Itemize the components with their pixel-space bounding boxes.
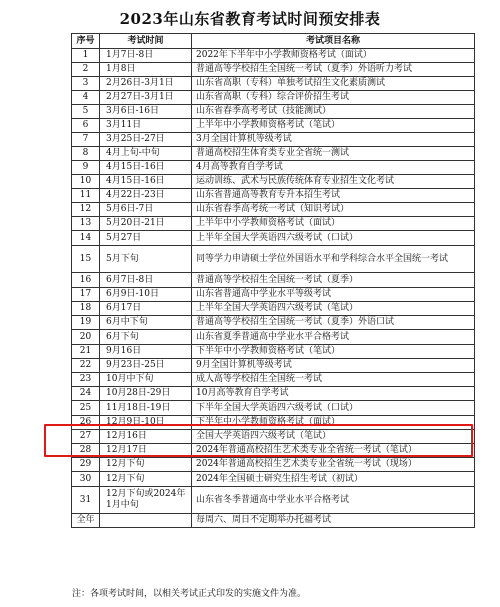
cell-name: 山东省高职（专科）综合评价招生考试: [192, 91, 475, 105]
cell-time: 12月17日: [100, 444, 192, 458]
cell-seq: 5: [72, 105, 100, 119]
cell-name: 2024年全国硕士研究生招生考试（初试）: [192, 472, 475, 487]
cell-time: 1月7日-8日: [100, 49, 192, 63]
cell-time: 4月22日-23日: [100, 189, 192, 203]
cell-time: 12月16日: [100, 430, 192, 444]
table-row: [72, 302, 475, 316]
table-row: [72, 246, 475, 273]
table-row: [72, 49, 475, 63]
cell-name: 2024年普通高校招生艺术类专业全省统一考试（笔试）: [192, 444, 475, 458]
cell-seq: 11: [72, 189, 100, 203]
cell-name: 运动训练、武术与民族传统体育专业招生文化考试: [192, 175, 475, 189]
cell-time: 5月20日-21日: [100, 217, 192, 231]
table-row: [72, 373, 475, 387]
table-row: [72, 387, 475, 401]
cell-name: 上半年全国大学英语四六级考试（笔试）: [192, 302, 475, 316]
header-time: 考试时间: [100, 34, 192, 49]
cell-name: 9月全国计算机等级考试: [192, 359, 475, 373]
table-row: [72, 316, 475, 330]
table-row: [72, 359, 475, 373]
cell-time: 6月下旬: [100, 330, 192, 345]
cell-seq: 24: [72, 387, 100, 401]
cell-name: 普通高等学校招生全国统一考试（夏季）外语口试: [192, 316, 475, 330]
cell-time: 5月27日: [100, 231, 192, 246]
cell-seq: 26: [72, 416, 100, 430]
cell-name: 每周六、周日不定期举办托福考试: [192, 514, 475, 528]
cell-name: 山东省普通高等教育专升本招生考试: [192, 189, 475, 203]
table-row: [72, 105, 475, 119]
cell-seq: 19: [72, 316, 100, 330]
cell-time: 12月下旬: [100, 458, 192, 472]
cell-time: 5月6日-7日: [100, 203, 192, 217]
cell-time: 10月中下旬: [100, 373, 192, 387]
table-row: [72, 288, 475, 302]
table-row: [72, 91, 475, 105]
table-row: [72, 345, 475, 359]
cell-seq: 15: [72, 246, 100, 273]
cell-name: 山东省春季高考考试（技能测试）: [192, 105, 475, 119]
cell-name: 3月全国计算机等级考试: [192, 133, 475, 147]
cell-time: 9月23日-25日: [100, 359, 192, 373]
cell-seq: 14: [72, 231, 100, 246]
cell-seq: 10: [72, 175, 100, 189]
cell-seq: 23: [72, 373, 100, 387]
cell-time: 6月中下旬: [100, 316, 192, 330]
highlight-box: [44, 424, 473, 457]
table-row: [72, 330, 475, 345]
cell-name: 山东省冬季普通高中学业水平合格考试: [192, 487, 475, 514]
cell-time: 6月9日-10日: [100, 288, 192, 302]
cell-time: 12月9日-10日: [100, 416, 192, 430]
cell-time: 3月6日-16日: [100, 105, 192, 119]
table-header-row: [72, 34, 475, 49]
cell-name: 下半年中小学教师资格考试（笔试）: [192, 345, 475, 359]
cell-name: 成人高等学校招生全国统一考试: [192, 373, 475, 387]
cell-seq: 3: [72, 77, 100, 91]
cell-seq: 6: [72, 119, 100, 133]
table-row: [72, 63, 475, 77]
cell-time: 12月下旬或2024年1月中旬: [100, 487, 192, 514]
cell-seq: 16: [72, 273, 100, 288]
table-row: [72, 189, 475, 203]
cell-seq: 18: [72, 302, 100, 316]
cell-time: 2月27日-3月1日: [100, 91, 192, 105]
cell-seq: 8: [72, 147, 100, 161]
table-row: [72, 147, 475, 161]
header-seq: 序号: [72, 34, 100, 49]
cell-time: 12月下旬: [100, 472, 192, 487]
cell-name: 普通高校招生体育类专业全省统一测试: [192, 147, 475, 161]
cell-seq: 12: [72, 203, 100, 217]
cell-name: 上半年中小学教师资格考试（笔试）: [192, 119, 475, 133]
cell-time: [100, 514, 192, 528]
table-row: [72, 231, 475, 246]
cell-name: 山东省普通高中学业水平等级考试: [192, 288, 475, 302]
table-row: [72, 472, 475, 487]
cell-seq: 7: [72, 133, 100, 147]
cell-time: 9月16日: [100, 345, 192, 359]
cell-seq: 27: [72, 430, 100, 444]
table-row: [72, 77, 475, 91]
cell-time: 11月18日-19日: [100, 401, 192, 416]
cell-seq: 21: [72, 345, 100, 359]
cell-seq: 17: [72, 288, 100, 302]
cell-time: 6月17日: [100, 302, 192, 316]
cell-time: 4月15日-16日: [100, 161, 192, 175]
cell-time: 6月7日-8日: [100, 273, 192, 288]
cell-name: 山东省春季高考统一考试（知识考试）: [192, 203, 475, 217]
cell-name: 山东省夏季普通高中学业水平合格考试: [192, 330, 475, 345]
cell-time: 3月11日: [100, 119, 192, 133]
cell-seq: 20: [72, 330, 100, 345]
table-row: [72, 458, 475, 472]
table-row-full-year: [72, 514, 475, 528]
header-name: 考试项目名称: [192, 34, 475, 49]
table-row: [72, 175, 475, 189]
table-row: [72, 273, 475, 288]
cell-seq: 29: [72, 458, 100, 472]
cell-time: 4月上旬-中旬: [100, 147, 192, 161]
cell-name: 普通高等学校招生全国统一考试（夏季）外语听力考试: [192, 63, 475, 77]
cell-seq: 9: [72, 161, 100, 175]
cell-seq: 1: [72, 49, 100, 63]
page-title: 2023年山东省教育考试时间预安排表: [119, 10, 381, 28]
cell-seq: 2: [72, 63, 100, 77]
cell-name: 普通高等学校招生全国统一考试（夏季）: [192, 273, 475, 288]
cell-seq: 28: [72, 444, 100, 458]
table-row: [72, 217, 475, 231]
cell-name: 4月高等教育自学考试: [192, 161, 475, 175]
cell-name: 山东省高职（专科）单独考试招生文化素质测试: [192, 77, 475, 91]
cell-time: 5月下旬: [100, 246, 192, 273]
table-row: [72, 161, 475, 175]
cell-time: 4月15日-16日: [100, 175, 192, 189]
cell-name: 10月高等教育自学考试: [192, 387, 475, 401]
cell-time: 2月26日-3月1日: [100, 77, 192, 91]
cell-seq: 4: [72, 91, 100, 105]
cell-name: 上半年中小学教师资格考试（面试）: [192, 217, 475, 231]
cell-seq: 13: [72, 217, 100, 231]
cell-name: 上半年全国大学英语四六级考试（口试）: [192, 231, 475, 246]
table-row: [72, 133, 475, 147]
cell-name: 下半年中小学教师资格考试（面试）: [192, 416, 475, 430]
cell-time: 1月8日: [100, 63, 192, 77]
cell-time: 3月25日-27日: [100, 133, 192, 147]
cell-seq: 31: [72, 487, 100, 514]
cell-seq: 30: [72, 472, 100, 487]
cell-name: 同等学力申请硕士学位外国语水平和学科综合水平全国统一考试: [192, 246, 475, 273]
cell-name: 2022年下半年中小学教师资格考试（面试）: [192, 49, 475, 63]
cell-name: 2024年普通高校招生艺术类专业全省统一考试（现场）: [192, 458, 475, 472]
cell-seq: 25: [72, 401, 100, 416]
cell-time: 10月28日-29日: [100, 387, 192, 401]
table-row: [72, 401, 475, 416]
cell-seq: 22: [72, 359, 100, 373]
cell-name: 下半年全国大学英语四六级考试（口试）: [192, 401, 475, 416]
cell-name: 全国大学英语四六级考试（笔试）: [192, 430, 475, 444]
footnote: 注：各项考试时间，以相关考试正式印发的实施文件为准。: [72, 589, 307, 599]
table-row: [72, 203, 475, 217]
table-row: [72, 119, 475, 133]
table-row: [72, 487, 475, 514]
cell-seq: 全年: [72, 514, 100, 528]
